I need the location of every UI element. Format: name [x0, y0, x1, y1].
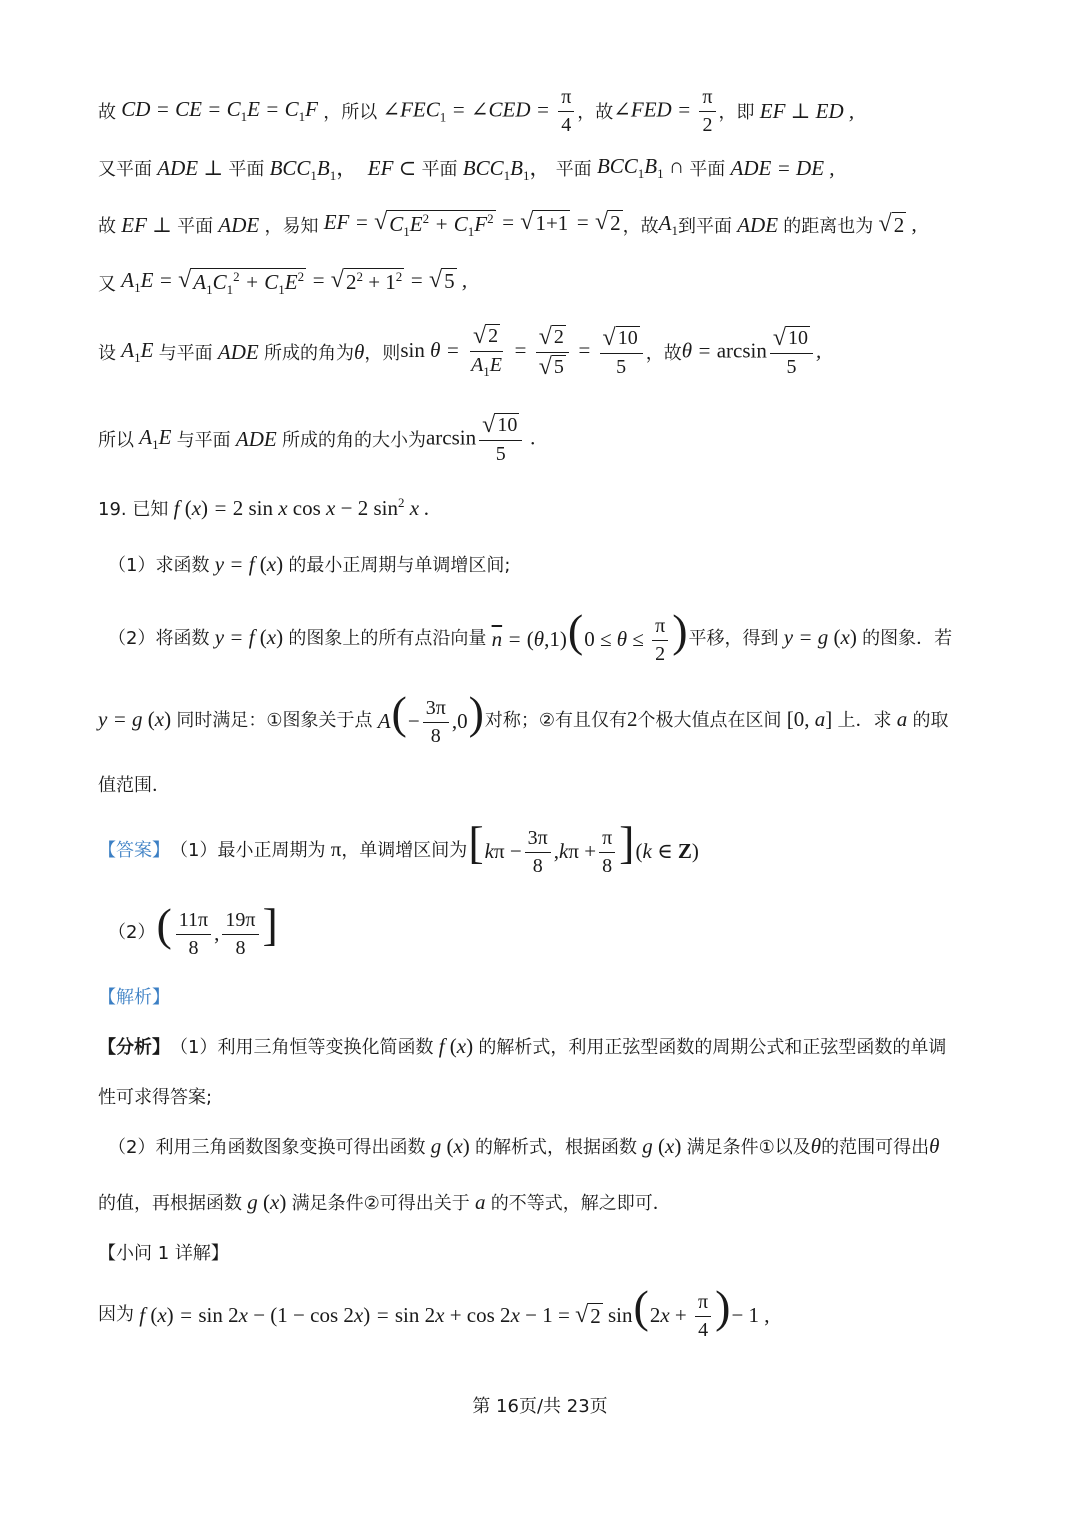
question-19-part-2-line-3	[98, 768, 1000, 800]
formula: θ	[810, 1133, 822, 1158]
text: 与平面	[158, 343, 213, 364]
analysis-line-1	[98, 1028, 1000, 1064]
formula: ( $\frac{11\pi}{8}$ , $\frac{19\pi}{8}$ ]	[156, 898, 278, 960]
text: 满足条件②可得出关于	[291, 1193, 470, 1214]
text: 所成的角为	[263, 343, 354, 364]
formula: π	[325, 836, 342, 861]
formula: ∠FED = $\frac{\pi}{2}$	[613, 86, 718, 137]
formula: [0, a]	[786, 706, 833, 731]
text: 平移，得到	[688, 628, 779, 649]
formula: f (x)	[433, 1033, 474, 1058]
text: 又	[98, 274, 116, 295]
formula: y = f (x)	[209, 624, 284, 649]
text: ，所以	[323, 102, 378, 123]
text: 19. 已知	[98, 499, 169, 520]
formula: [kπ − $\frac{3\pi}{8}$ ,kπ + $\frac{\pi}{8}$ ](k ∈ Z)	[468, 816, 699, 878]
formula: θ	[929, 1133, 940, 1158]
formula: $BCC_1B_1$， EF ⊂	[264, 156, 417, 183]
answer-part-2	[108, 900, 1000, 962]
text: 所成的角的大小为	[281, 430, 426, 451]
formula: EF ⊥	[116, 212, 172, 237]
text: 的图象．若	[862, 628, 953, 649]
formula: sin θ = √ 2 $A_1E$ = √ 2 √ 5 = √ 10 5	[400, 324, 645, 380]
solution-last-line	[98, 1282, 1000, 1344]
text: 性可求得答案;	[98, 1087, 213, 1108]
formula: ADE = DE ,	[725, 155, 835, 180]
text: ，易知	[264, 216, 319, 237]
formula: $A_1E$	[134, 425, 177, 452]
page-footer: 第 16页/共 23页	[472, 1396, 608, 1417]
formula: y = g (x)	[98, 706, 172, 731]
analysis-line-4	[98, 1184, 1000, 1220]
question-19-part-2-line-2	[98, 688, 1000, 750]
formula: g (x)	[425, 1133, 470, 1158]
text: 的解析式，根据函数	[475, 1137, 638, 1158]
answer-tag: 【答案】	[98, 840, 170, 861]
text: 的取	[912, 710, 949, 731]
formula: ADE	[230, 426, 282, 451]
text: 与平面	[176, 430, 231, 451]
formula: θ	[353, 339, 365, 364]
text: 上．求	[837, 710, 892, 731]
formula: ADE ⊥	[152, 155, 224, 180]
formula: A(− $\frac{3\pi}{8}$ ,0)	[372, 686, 484, 748]
sub-question-1-heading	[98, 1236, 1000, 1268]
question-19	[98, 492, 1000, 524]
text: ，故	[622, 216, 659, 237]
formula: a	[469, 1189, 491, 1214]
text: 个极大值点在区间	[637, 710, 782, 731]
formula: ADE	[212, 339, 264, 364]
text: ，即	[718, 102, 755, 123]
text: 故	[98, 102, 116, 123]
text: 的解析式，利用正弦型函数的周期公式和正弦型函数的单调	[478, 1037, 947, 1058]
text: （2）将函数	[108, 628, 210, 649]
text: ，故	[577, 102, 614, 123]
formula: g (x)	[242, 1189, 287, 1214]
formula: EF ⊥ ED ,	[754, 98, 855, 123]
text: （2）利用三角函数图象变换可得出函数	[108, 1137, 426, 1158]
formula: $BCC_1B_1$ ∩	[591, 154, 685, 181]
text: 的值，再根据函数	[98, 1193, 242, 1214]
solution-line-1	[98, 86, 1000, 136]
text: （1）求函数	[108, 555, 210, 576]
text: 2	[627, 706, 638, 731]
text: （2）	[108, 922, 156, 943]
formula: $A_1E$ = √ $A_1C_1^2 + C_1E^2$ = √ $2^2 + 1^2$ = √ 5 ,	[116, 267, 468, 297]
formula: $\angle FEC_1$ = ∠CED = $\frac{\pi}{4}$	[377, 86, 577, 137]
formula: $A_1$	[658, 211, 678, 238]
text: （1）最小正周期为	[170, 840, 326, 861]
sub-question-tag: 【小问 1 详解】	[98, 1243, 229, 1264]
formula: y = f (x)	[209, 551, 284, 576]
text: 平面	[555, 159, 592, 180]
formula: a	[891, 706, 913, 731]
question-19-part-2-line-1	[108, 606, 1000, 668]
text: 平面	[421, 159, 458, 180]
solution-line-2	[98, 150, 1000, 186]
formula: √ 2 ,	[878, 211, 917, 237]
formula: EF = √ $C_1E^2 + C_1F^2$ = √ 1+1 = √ 2	[318, 209, 621, 239]
text: 满足条件①以及	[686, 1137, 811, 1158]
solution-line-3	[98, 204, 1000, 246]
text: 平面	[228, 159, 265, 180]
text: 的图象上的所有点沿向量	[288, 628, 487, 649]
text: 所以	[98, 430, 134, 451]
formula: $A_1E$	[116, 338, 159, 365]
text: 值范围．	[98, 775, 170, 796]
formula: ADE	[731, 212, 784, 237]
fenxi-tag: 【分析】	[98, 1037, 170, 1058]
text: 又平面	[98, 159, 152, 180]
solution-line-4	[98, 262, 1000, 304]
analysis-heading	[98, 980, 1000, 1012]
formula: ADE	[213, 212, 265, 237]
formula: CD = CE = $C_1E = C_1F$	[116, 97, 324, 124]
answer-part-1	[98, 818, 1000, 880]
formula: f (x) = sin 2x − (1 − cos 2x) = sin 2x + cos 2x − 1 = √ 2 sin(2x + $\frac{\pi}{4}$ )− 1 ,	[134, 1280, 770, 1342]
analysis-line-3	[108, 1128, 1000, 1164]
solution-line-5	[98, 320, 1000, 384]
text: 同时满足：①图象关于点	[176, 710, 373, 731]
text: 的距离也为	[783, 216, 874, 237]
formula: f (x) = 2 sin x cos x − 2 $\sin^2 x$ .	[168, 495, 430, 520]
text: 到平面	[677, 216, 732, 237]
analysis-tag: 【解析】	[98, 987, 170, 1008]
text: （1）利用三角恒等变换化简函数	[170, 1037, 434, 1058]
text: ，则	[364, 343, 401, 364]
text: ，故	[645, 343, 682, 364]
text: 故	[98, 216, 116, 237]
text: 的最小正周期与单调增区间;	[288, 555, 511, 576]
formula: y = g (x)	[778, 624, 857, 649]
text: 平面	[689, 159, 726, 180]
text: 对称；②有且仅有	[484, 710, 628, 731]
text: ，单调增区间为	[341, 840, 468, 861]
question-19-part-1	[108, 548, 1000, 580]
text: 因为	[98, 1304, 134, 1325]
formula: $\overline{n} = (\theta,1)(0 \le \theta$ ≤ $\frac{\pi}{2}$ )	[491, 604, 688, 666]
text: 的范围可得出	[821, 1137, 930, 1158]
formula: $BCC_1B_1$，	[457, 156, 551, 183]
formula: arcsin √ 10 5 .	[425, 411, 536, 465]
solution-line-6	[98, 408, 1000, 470]
text: 设	[98, 343, 116, 364]
formula: g (x)	[637, 1133, 682, 1158]
analysis-line-2	[98, 1080, 1000, 1112]
text: 的不等式，解之即可．	[490, 1193, 671, 1214]
formula: θ = arcsin √ 10 5 ,	[681, 324, 822, 378]
text: 平面	[177, 216, 214, 237]
